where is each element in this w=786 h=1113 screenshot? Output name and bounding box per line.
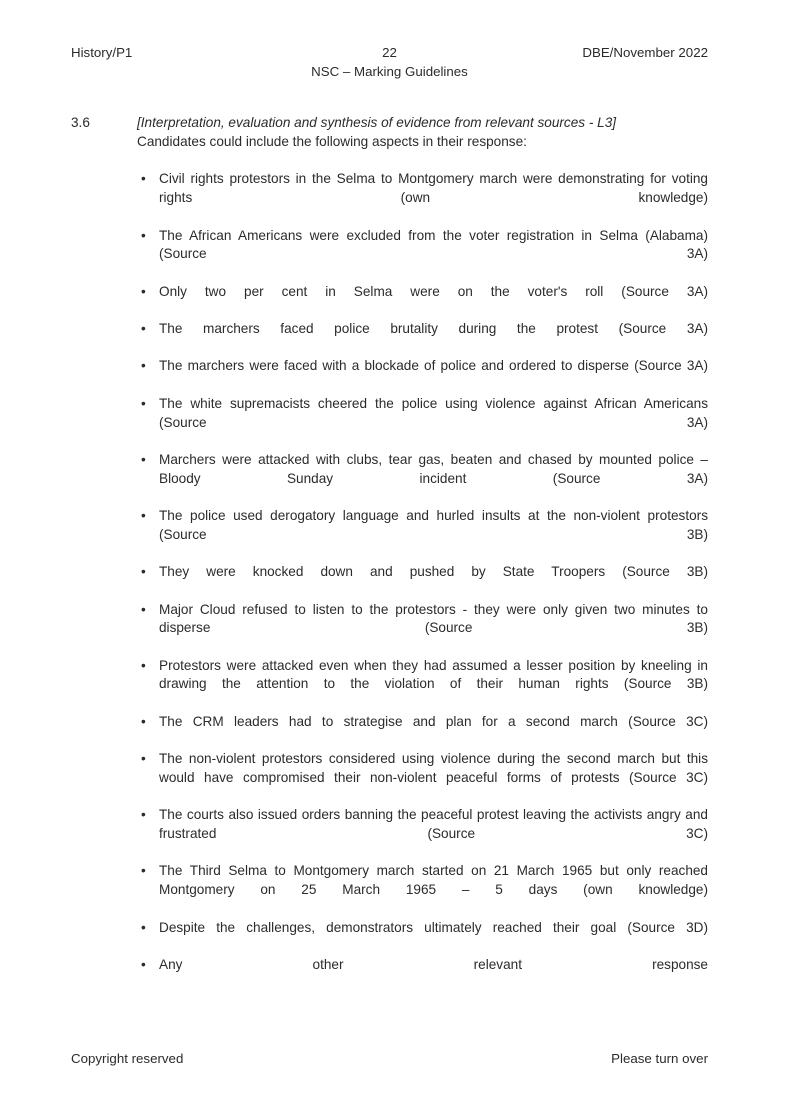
list-item — [141, 956, 708, 993]
list-item — [141, 806, 708, 862]
list-item-text: Civil rights protestors in the Selma to Montgomery march were demonstrating for voting rights (own knowledge) — [159, 171, 708, 206]
list-item-text: Any other relevant response — [159, 956, 708, 972]
list-item-text: The police used derogatory language and hurled insults at the non-violent protestors (Source 3B) — [159, 508, 708, 542]
document-footer — [71, 1050, 708, 1068]
bullet-point-icon: • — [141, 751, 146, 767]
list-item — [141, 919, 708, 956]
question-instruction-text: Candidates could include the following aspects in their response: — [137, 133, 527, 149]
header-top-row — [71, 44, 708, 61]
bullet-point-icon: • — [141, 358, 146, 374]
answer-bullet-list — [137, 170, 708, 993]
list-item-text: Protestors were attacked even when they had assumed a lesser position by kneeling in drawing the attention to the violation of their human rights (Source 3B) — [159, 657, 708, 692]
bullet-point-icon: • — [141, 863, 146, 879]
list-item — [141, 657, 708, 713]
list-item — [141, 227, 708, 283]
bullet-point-icon: • — [141, 395, 146, 411]
list-item — [141, 750, 708, 806]
list-item — [141, 320, 708, 357]
list-item — [141, 170, 708, 226]
list-item — [141, 283, 708, 320]
header-bottom-row — [71, 63, 708, 80]
bullet-point-icon: • — [141, 321, 146, 337]
bullet-point-icon: • — [141, 807, 146, 823]
list-item — [141, 713, 708, 750]
bullet-point-icon: • — [141, 713, 146, 729]
bullet-point-icon: • — [141, 171, 146, 187]
page-number: 22 — [382, 45, 397, 60]
bullet-point-icon: • — [141, 451, 146, 467]
footer-copyright-label: Copyright reserved — [71, 1051, 184, 1066]
footer-turn-over-label: Please turn over — [611, 1051, 708, 1066]
list-item-text: The African Americans were excluded from the voter registration in Selma (Alabama) (Source 3A) — [159, 227, 708, 262]
bullet-point-icon: • — [141, 601, 146, 617]
question-block — [71, 114, 708, 993]
list-item-text: The marchers faced police brutality during the protest (Source 3A) — [159, 321, 708, 337]
list-item-text: The non-violent protestors considered using violence during the second march but this would have compromised their non-violent peaceful forms of protests (Source 3C) — [159, 751, 708, 785]
bullet-point-icon: • — [141, 919, 146, 935]
list-item-text: The courts also issued orders banning the peaceful protest leaving the activists angry and frustrated (Source 3C) — [159, 807, 708, 842]
list-item-text: The marchers were faced with a blockade of police and ordered to disperse (Source 3A) — [159, 358, 708, 374]
list-item-text: Major Cloud refused to listen to the protestors - they were only given two minutes to disperse (Source 3B) — [159, 601, 708, 636]
list-item — [141, 395, 708, 451]
header-document-subtitle: NSC – Marking Guidelines — [311, 64, 468, 79]
list-item — [141, 862, 708, 918]
bullet-point-icon: • — [141, 283, 146, 299]
question-cognitive-level-heading: [Interpretation, evaluation and synthesis of evidence from relevant sources - L3] — [137, 115, 617, 130]
list-item-text: They were knocked down and pushed by State Troopers (Source 3B) — [159, 564, 708, 580]
document-header — [71, 44, 708, 80]
list-item — [141, 451, 708, 507]
question-number: 3.6 — [71, 115, 90, 130]
bullet-point-icon: • — [141, 657, 146, 673]
list-item-text: Marchers were attacked with clubs, tear gas, beaten and chased by mounted police – Bloody Sunday incident (Source 3A) — [159, 451, 708, 486]
bullet-point-icon: • — [141, 508, 146, 524]
list-item-text: The white supremacists cheered the police using violence against African Americans (Source 3A) — [159, 395, 708, 430]
list-item — [141, 357, 708, 394]
question-body — [137, 114, 708, 993]
bullet-point-icon: • — [141, 227, 146, 243]
header-exam-session-label: DBE/November 2022 — [582, 45, 708, 60]
header-subject-label: History/P1 — [71, 45, 133, 60]
list-item-text: The CRM leaders had to strategise and plan for a second march (Source 3C) — [159, 713, 708, 729]
list-item-text: Only two per cent in Selma were on the voter's roll (Source 3A) — [159, 283, 708, 299]
list-item — [141, 601, 708, 657]
bullet-point-icon: • — [141, 956, 146, 972]
bullet-point-icon: • — [141, 564, 146, 580]
list-item-text: Despite the challenges, demonstrators ultimately reached their goal (Source 3D) — [159, 919, 708, 935]
list-item — [141, 563, 708, 600]
list-item-text: The Third Selma to Montgomery march started on 21 March 1965 but only reached Montgomery on 25 March 1965 – 5 days (own knowledge) — [159, 863, 708, 898]
list-item — [141, 507, 708, 563]
